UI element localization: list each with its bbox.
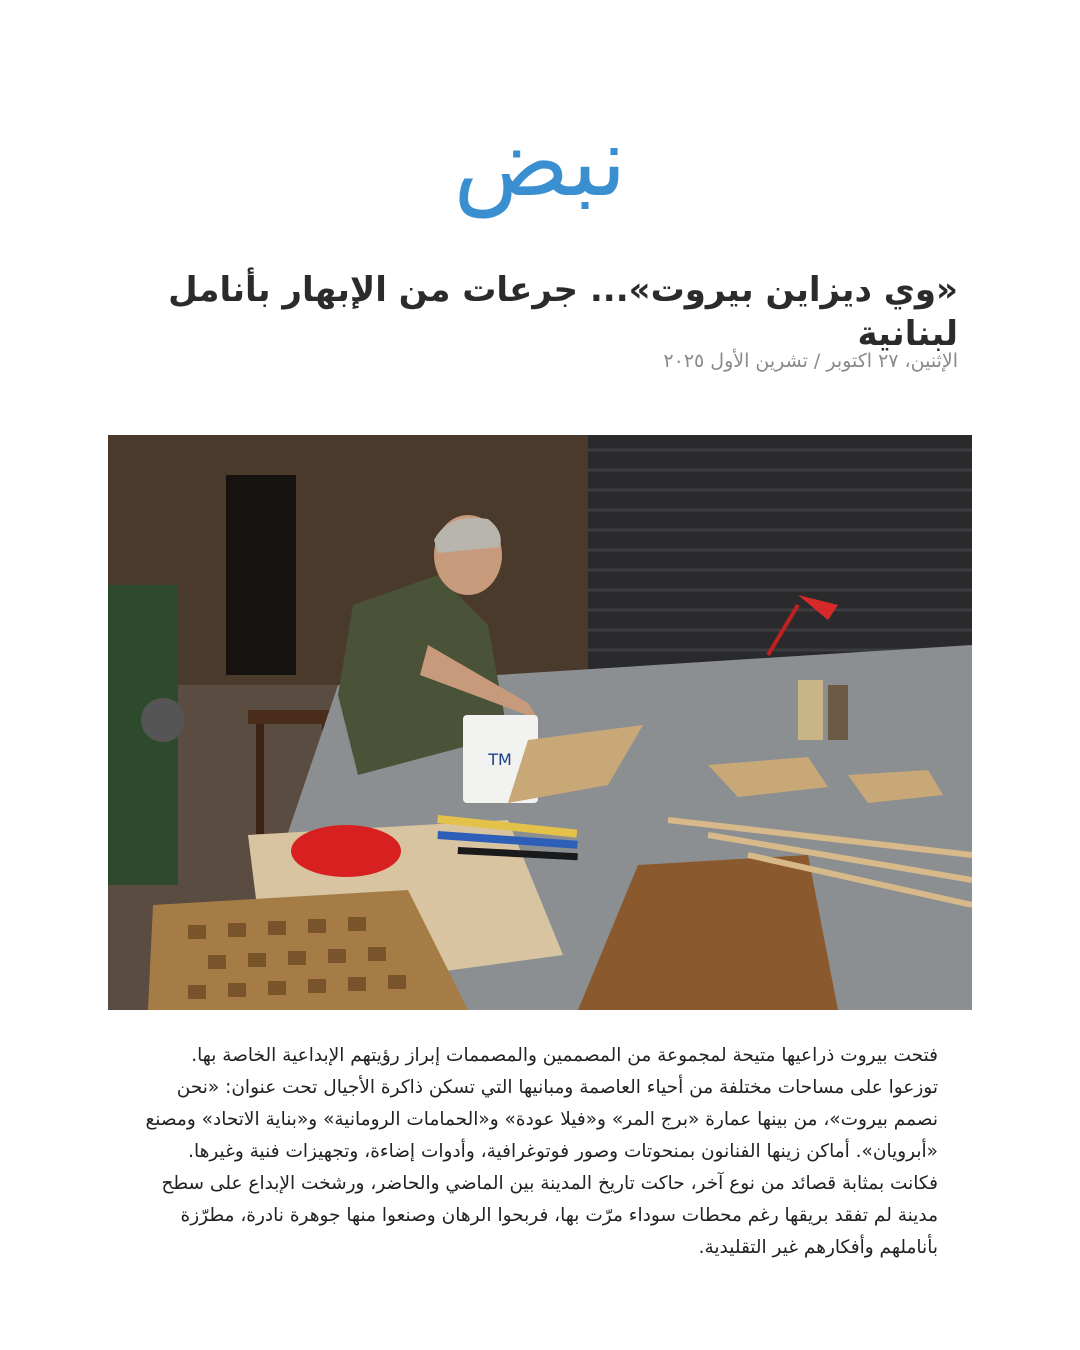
logo-text: نبض [453, 106, 627, 218]
bucket-label: TM [488, 750, 512, 769]
article-photo [108, 435, 972, 1010]
article-headline: «وي ديزاين بيروت»... جرعات من الإبهار بأنامل لبنانية [168, 270, 958, 355]
stool [248, 710, 338, 724]
article-body: فتحت بيروت ذراعيها متيحة لمجموعة من المصممين والمصممات إبراز رؤيتهم الإبداعية الخاصة بها. توزعوا على مساحات مختلفة من أحياء العاصمة ومبانيها التي تسكن ذاكرة الأجيال تحت عنوان: «نحن نصمم بيروت»، من بينها عمارة «برج المر» و«فيلا عودة» و«الحمامات الرومانية» و«بناية الاتحاد» ومصنع «أبرويان». أماكن زينها الفنانون بمنحوتات وصور فوتوغرافية، وأدوات إضاءة، وتجهيزات فنية وغيرها. فكانت بمثابة قصائد من نوع آخر، حاكت تاريخ المدينة بين الماضي والحاضر، ورشخت الإبداع على سطح مدينة لم تفقد بريقها رغم محطات سوداء مرّت بها، فربحوا الرهان وصنعوا منها جوهرة نادرة، مطرّزة بأناملهم وأفكارهم غير التقليدية. [145, 1045, 938, 1258]
red-plate [291, 825, 401, 877]
article-date: الإثنين، ٢٧ اكتوبر / تشرين الأول ٢٠٢٥ [663, 350, 958, 372]
workshop-photo-illustration [108, 435, 972, 1010]
site-logo[interactable] [0, 106, 1080, 218]
